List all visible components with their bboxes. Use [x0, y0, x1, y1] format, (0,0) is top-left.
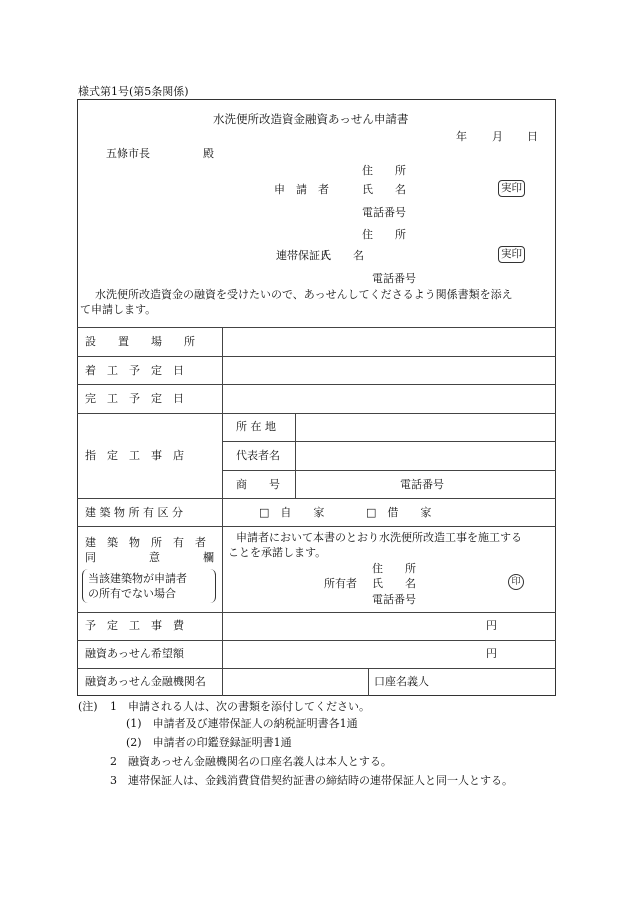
applicant-label: 申 請 者 — [274, 183, 329, 196]
own-house-checkbox[interactable]: □ 自 家 — [259, 506, 325, 519]
cost-yen: 円 — [486, 619, 497, 632]
form-title: 水洗便所改造資金融資あっせん申請書 — [213, 112, 409, 126]
rented-house-checkbox[interactable]: □ 借 家 — [366, 506, 432, 519]
date-month: 月 — [492, 130, 503, 143]
consent-note-line1: 当該建築物が申請者 — [88, 572, 187, 585]
contractor-label: 指 定 工 事 店 — [85, 449, 184, 462]
consent-label-char2: 意 — [149, 551, 160, 564]
notes-prefix: (注) — [78, 700, 98, 713]
consent-text-line1: 申請者において本書のとおり水洗便所改造工事を施工する — [236, 531, 522, 544]
bank-label: 融資あっせん金融機関名 — [85, 675, 206, 688]
owner-phone-label: 電話番号 — [372, 593, 416, 606]
contractor-phone-label: 電話番号 — [400, 478, 444, 491]
ownership-label: 建 築 物 所 有 区 分 — [85, 506, 183, 519]
request-text-line1: 水洗便所改造資金の融資を受けたいので、あっせんしてくださるよう関係書類を添え — [95, 288, 513, 301]
note-3: 3 連帯保証人は、金銭消費貸借契約証書の締結時の連帯保証人と同一人とする。 — [110, 774, 513, 787]
date-day: 日 — [527, 130, 538, 143]
date-year: 年 — [456, 130, 467, 143]
contractor-address-label: 所 在 地 — [236, 420, 276, 433]
guarantor-phone-label: 電話番号 — [372, 272, 416, 285]
contractor-trade-label: 商 号 — [236, 478, 280, 491]
addressee-suffix: 殿 — [203, 147, 214, 160]
addressee-name: 五條市長 — [106, 147, 150, 160]
location-label: 設 置 場 所 — [85, 335, 195, 348]
loan-amount-yen: 円 — [486, 647, 497, 660]
owner-seal-icon: 印 — [508, 574, 524, 590]
note-1a: (1) 申請者及び連帯保証人の納税証明書各1通 — [126, 717, 358, 730]
applicant-name-label: 氏 名 — [362, 183, 406, 196]
consent-label-char3: 欄 — [203, 551, 214, 564]
consent-label-char1: 同 — [85, 551, 96, 564]
guarantor-name-label: 氏 名 — [320, 249, 364, 262]
request-text-line2: て申請します。 — [80, 303, 157, 316]
form-number: 様式第1号(第5条関係) — [78, 85, 189, 98]
consent-text-line2: ことを承諾します。 — [228, 546, 327, 559]
start-date-label: 着 工 予 定 日 — [85, 364, 184, 377]
note-1b: (2) 申請者の印鑑登録証明書1通 — [126, 736, 292, 749]
owner-label: 所有者 — [324, 577, 357, 590]
guarantor-address-label: 住 所 — [362, 228, 406, 241]
contractor-rep-label: 代表者名 — [236, 449, 280, 462]
loan-amount-label: 融資あっせん希望額 — [85, 647, 184, 660]
guarantor-seal: 実印 — [498, 246, 525, 263]
applicant-phone-label: 電話番号 — [362, 206, 406, 219]
cost-label: 予 定 工 事 費 — [85, 619, 184, 632]
owner-name-label: 氏 名 — [372, 577, 416, 590]
guarantor-label: 連帯保証人 — [276, 249, 331, 262]
note-2: 2 融資あっせん金融機関名の口座名義人は本人とする。 — [110, 755, 392, 768]
applicant-seal: 実印 — [498, 180, 525, 197]
consent-label-line1: 建 築 物 所 有 者 — [85, 536, 206, 549]
note-1: 1 申請される人は、次の書類を添付してください。 — [110, 700, 370, 713]
end-date-label: 完 工 予 定 日 — [85, 392, 184, 405]
applicant-address-label: 住 所 — [362, 164, 406, 177]
consent-note-line2: の所有でない場合 — [88, 587, 176, 600]
owner-address-label: 住 所 — [372, 562, 416, 575]
account-holder-label: 口座名義人 — [374, 675, 429, 688]
